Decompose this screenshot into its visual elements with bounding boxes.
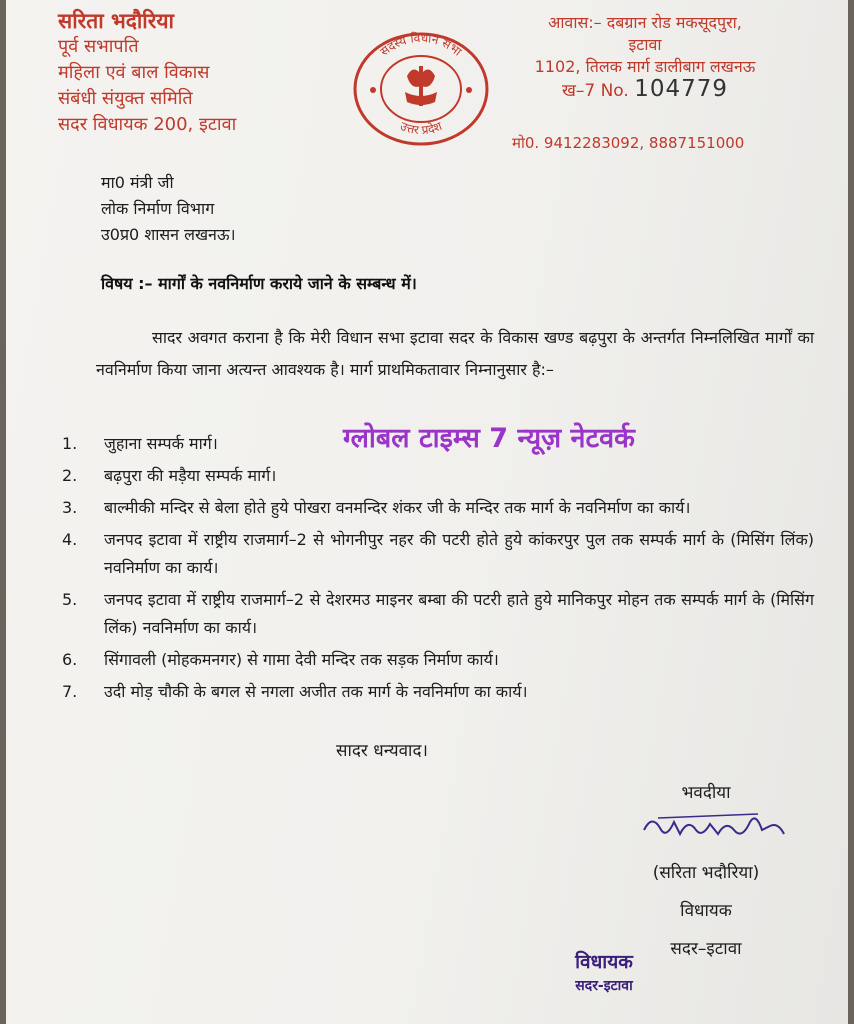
- addressee-line: मा0 मंत्री जी: [101, 173, 174, 192]
- svg-text:सदस्य विधान सभा: [377, 31, 465, 59]
- sender-title-line: पूर्व सभापति: [58, 36, 139, 57]
- sender-title-line: सदर विधायक 200, इटावा: [58, 114, 237, 135]
- stamp-place: सदर-इटावा: [575, 978, 633, 994]
- item-text: बढ़पुरा की मड़ैया सम्पर्क मार्ग।: [104, 466, 277, 485]
- yours-faithfully: भवदीया: [681, 783, 731, 803]
- item-number: 1.: [62, 434, 78, 453]
- list-item: [54, 678, 814, 706]
- serial-number: 104779: [634, 76, 729, 102]
- road-list: [54, 430, 814, 710]
- item-number: 4.: [62, 530, 78, 549]
- mla-stamp: [554, 948, 654, 995]
- letterhead-left: [58, 8, 236, 138]
- signatory-designation: विधायक: [680, 901, 732, 921]
- item-number: 3.: [62, 498, 78, 517]
- lucknow-address: 1102, तिलक मार्ग डालीबाग लखनऊ: [534, 57, 756, 76]
- addressee-block: [101, 170, 236, 248]
- list-item: [54, 586, 814, 642]
- seal-bottom-text: उत्तर प्रदेश: [398, 118, 444, 138]
- item-number: 5.: [62, 590, 78, 609]
- emblem-icon: [370, 66, 472, 106]
- addressee-line: उ0प्र0 शासन लखनऊ।: [101, 225, 236, 244]
- item-text: बाल्मीकी मन्दिर से बेला होते हुये पोखरा वनमन्दिर शंकर जी के मन्दिर तक मार्ग के नवनिर्माण का कार्य।: [104, 498, 691, 517]
- sender-title-line: संबंधी संयुक्त समिति: [58, 88, 193, 109]
- serial-row: [510, 78, 780, 102]
- item-number: 2.: [62, 466, 78, 485]
- serial-prefix: ख–7 No.: [561, 81, 629, 101]
- list-item: [54, 526, 814, 582]
- residence-city: इटावा: [628, 35, 662, 54]
- letter-sheet: [6, 0, 848, 1024]
- signatory-constituency: सदर–इटावा: [670, 939, 742, 959]
- item-text: जनपद इटावा में राष्ट्रीय राजमार्ग–2 से भोगनीपुर नहर की पटरी होते हुये कांकरपुर पुल तक सम्पर्क मार्ग के (मिसिंग लिंक) नवनिर्माण का कार्य।: [104, 530, 814, 577]
- list-item: [54, 462, 814, 490]
- mobile-numbers: मो0. 9412283092, 8887151000: [512, 134, 745, 152]
- list-item: [54, 646, 814, 674]
- item-text: जुहाना सम्पर्क मार्ग।: [104, 434, 218, 453]
- item-number: 7.: [62, 682, 78, 701]
- news-watermark: ग्लोबल टाइम्स 7 न्यूज़ नेटवर्क: [343, 423, 635, 454]
- signatory-name: (सरिता भदौरिया): [652, 863, 760, 883]
- item-text: उदी मोड़ चौकी के बगल से नगला अजीत तक मार्ग के नवनिर्माण का कार्य।: [104, 682, 528, 701]
- assembly-seal: [351, 30, 491, 148]
- residence-address: आवास:– दबग्रान रोड मकसूदपुरा,: [548, 13, 742, 32]
- subject-line: विषय :– मार्गों के नवनिर्माण कराये जाने के सम्बन्ध में।: [101, 274, 417, 293]
- seal-top-text: सदस्य विधान सभा: [377, 30, 465, 59]
- item-text: जनपद इटावा में राष्ट्रीय राजमार्ग–2 से देशरमउ माइनर बम्बा की पटरी हाते हुये मानिकपुर मोहन तक सम्पर्क मार्ग के (मिसिंग लिंक) नवनिर्माण का कार्य।: [104, 590, 814, 637]
- letterhead-right: [510, 12, 780, 152]
- sender-title-line: महिला एवं बाल विकास: [58, 62, 210, 83]
- closing-text: सादर धन्यवाद।: [336, 741, 428, 761]
- item-text: सिंगावली (मोहकमनगर) से गामा देवी मन्दिर तक सड़क निर्माण कार्य।: [104, 650, 499, 669]
- handwritten-signature: [638, 800, 788, 850]
- stamp-title: विधायक: [575, 951, 633, 973]
- body-paragraph: सादर अवगत कराना है कि मेरी विधान सभा इटावा सदर के विकास खण्ड बढ़पुरा के अन्तर्गत निम्नलिखित मार्गों का नवनिर्माण किया जाना अत्यन्त आवश्यक है। मार्ग प्राथमिकतावार निम्नानुसार है:–: [96, 328, 814, 379]
- item-number: 6.: [62, 650, 78, 669]
- list-item: [54, 494, 814, 522]
- addressee-line: लोक निर्माण विभाग: [101, 199, 215, 218]
- sender-name: सरिता भदौरिया: [58, 9, 174, 33]
